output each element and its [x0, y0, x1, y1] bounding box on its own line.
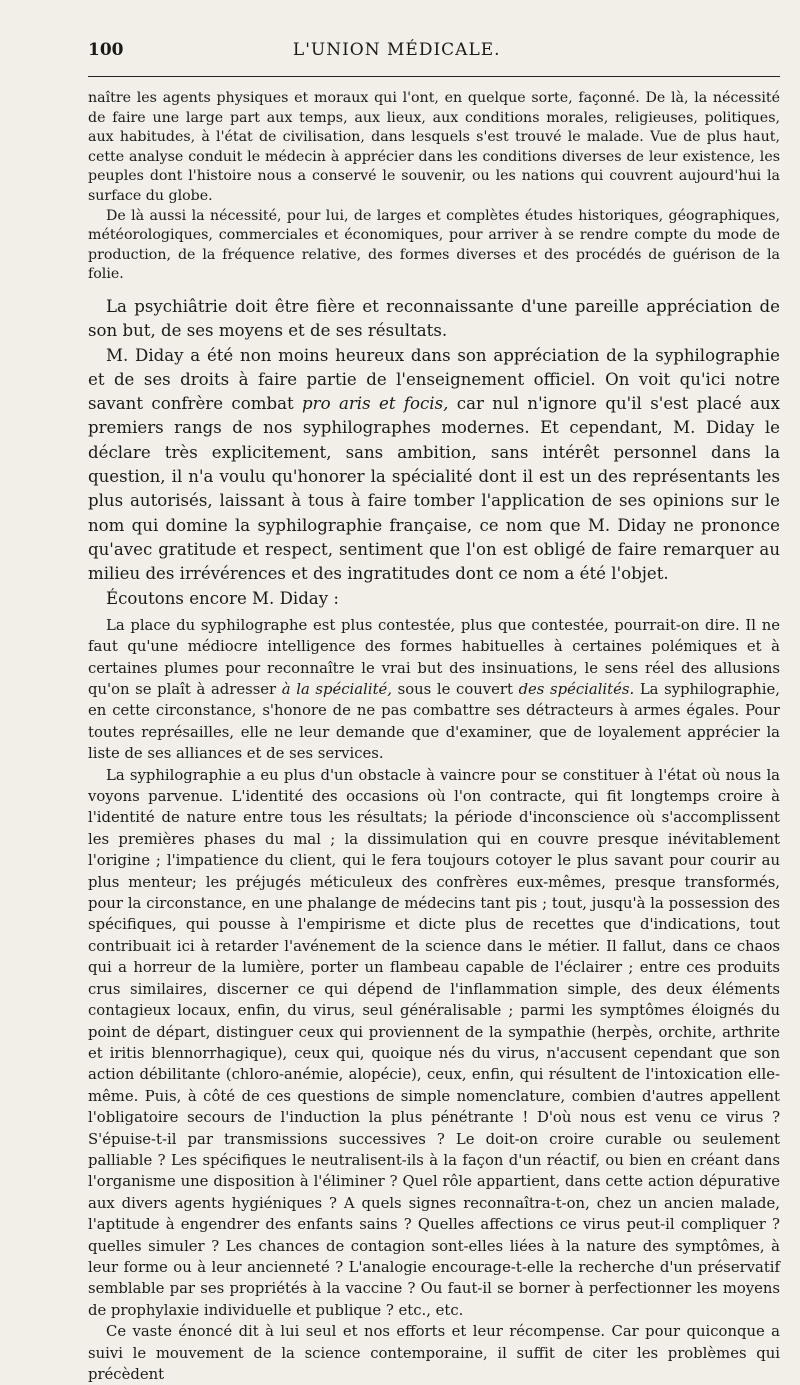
paragraph: De là aussi la nécessité, pour lui, de larges et complètes études historiques, géographiques, météorologiques, commerciales et économiques, pour arriver à se rendre compte du mode de production, de la fréquence relative, des formes diverses et des procédés de guérison de la folie. — [88, 207, 780, 283]
text-run: car nul n'ignore qu'il s'est placé aux premiers rangs de nos syphilographes modernes. Et cependant, M. Diday le déclare très explicitement, sans ambition, sans intérêt personnel dans la question, il n'a voulu qu'honorer la spécialité dont il est un des représentants les plus autorisés, laissant à tous à faire tomber l'application de ses opinions sur le nom qui domine la syphilographie française, ce nom que M. Diday ne prononce qu'avec gratitude et respect, sentiment que l'on est obligé de faire remarquer au milieu des irrévérences et des ingratitudes dont ce nom a été l'objet. — [88, 394, 780, 584]
paragraph: La psychiâtrie doit être fière et reconnaissante d'une pareille appréciation de son but, de ses moyens et de ses résultats. — [88, 296, 780, 341]
paragraph: Écoutons encore M. Diday : — [106, 588, 339, 608]
text-run: La place du syphilographe est plus contestée, plus que contestée, pourrait-on dire. Il ne faut qu'une médiocre intelligence des formes habituelles à certaines polémiques et à certaines plumes pour reconnaître le vrai but des insinuations, le sens réel des allusions qu'on se plaît à adresser — [88, 616, 780, 699]
italic-phrase: des spécialités. — [518, 681, 635, 699]
page-number: 100 — [88, 40, 124, 60]
quoted-paragraph — [88, 615, 780, 765]
intro-section — [88, 89, 780, 285]
latin-phrase: pro aris et focis, — [302, 394, 449, 414]
quoted-section — [88, 615, 780, 1385]
text-run: M. Diday a été non moins heureux dans son appréciation de la syphilographie et de ses droits à faire partie de l'enseignement officiel. On voit qu'ici notre savant confrère combat — [88, 345, 780, 414]
page-header — [88, 40, 780, 77]
running-title: L'UNION MÉDICALE. — [292, 40, 501, 60]
text-run: La syphilographie, en cette circonstance, s'honore de ne pas combattre ses détracteurs à armes égales. Pour toutes représailles, elle ne leur demande que d'examiner, que de loyalement apprécier la liste de ses alliances et de ses services. — [88, 681, 781, 763]
paragraph — [88, 344, 780, 587]
quoted-paragraph: La syphilographie a eu plus d'un obstacle à vaincre pour se constituer à l'état où nous la voyons parvenue. L'identité des occasions où l'on contracte, qui fit longtemps croire à l'identité de nature entre tous les résultats; la période d'inconscience où s'accomplissent les premières phases du mal ; la dissimulation qui en couvre presque inévitablement l'origine ; l'impatience du client, qui le fera toujours cotoyer le plus savant pour courir au plus menteur; les préjugés méticuleux des confrères eux-mêmes, presque transformés, pour la circonstance, en une phalange de médecins tant pis ; tout, jusqu'à la possession des spécifiques, qui pousse à l'empirisme et dicte plus de recettes que d'indications, tout contribuait ici à retarder l'avénement de la science dans le métier. Il fallut, dans ce chaos qui a horreur de la lumière, porter un flambeau capable de l'éclairer ; entre ces produits crus similaires, discerner ce qui dépend de l'inflammation simple, des deux éléments contagieux locaux, enfin, du virus, seul généralisable ; parmi les symptômes éloignés du point de départ, distinguer ceux qui proviennent de la sympathie (herpès, orchite, arthrite et iritis blennorrhagique), ceux qui, quoique nés du virus, n'accusent cependant que son action débilitante (chloro-anémie, alopécie), ceux, enfin, qui résultent de l'intoxication elle-même. Puis, à côté de ces questions de simple nomenclature, combien d'autres appellent l'obligatoire secours de l'induction la plus pénétrante ! D'où nous est venu ce virus ? S'épuise-t-il par transmissions successives ? Le doit-on croire curable ou seulement palliable ? Les spécifiques le neutralisent-ils à la façon d'un réactif, ou bien en créant dans l'organisme une disposition à l'éliminer ? Quel rôle appartient, dans cette action dépurative aux divers agents hygiéniques ? A quels signes reconnaîtra-t-on, chez un ancien malade, l'aptitude à engendrer des enfants sains ? Quelles affections ce virus peut-il compliquer ? quelles simuler ? Les chances de contagion sont-elles liées à la nature des symptômes, à leur forme ou à leur ancienneté ? L'analogie encourage-t-elle la recherche d'un préservatif semblable par ses propriétés à la vaccine ? Ou faut-il se borner à perfectionner les moyens de prophylaxie individuelle et publique ? etc., etc. — [88, 766, 780, 1319]
paragraph-continued: naître les agents physiques et moraux qui l'ont, en quelque sorte, façonné. De là, la nécessité de faire une large part aux temps, aux lieux, aux conditions morales, religieuses, politiques, aux habitudes, à l'état de civilisation, dans lesquels s'est trouvé le malade. Vue de plus haut, cette analyse conduit le médecin à apprécier dans les conditions diverses de leur existence, les peuples dont l'histoire nous a conservé le souvenir, ou les nations qui couvrent aujourd'hui la surface du globe. — [88, 90, 780, 204]
commentary-section — [88, 295, 780, 611]
italic-phrase: à la spécialité, — [281, 681, 392, 699]
quoted-paragraph: Ce vaste énoncé dit à lui seul et nos efforts et leur récompense. Car pour quiconque a suivi le mouvement de la science contemporaine, il suffit de citer les problèmes qui précèdent — [88, 1323, 780, 1384]
text-run: sous le couvert — [391, 681, 519, 699]
book-page — [88, 40, 780, 1385]
